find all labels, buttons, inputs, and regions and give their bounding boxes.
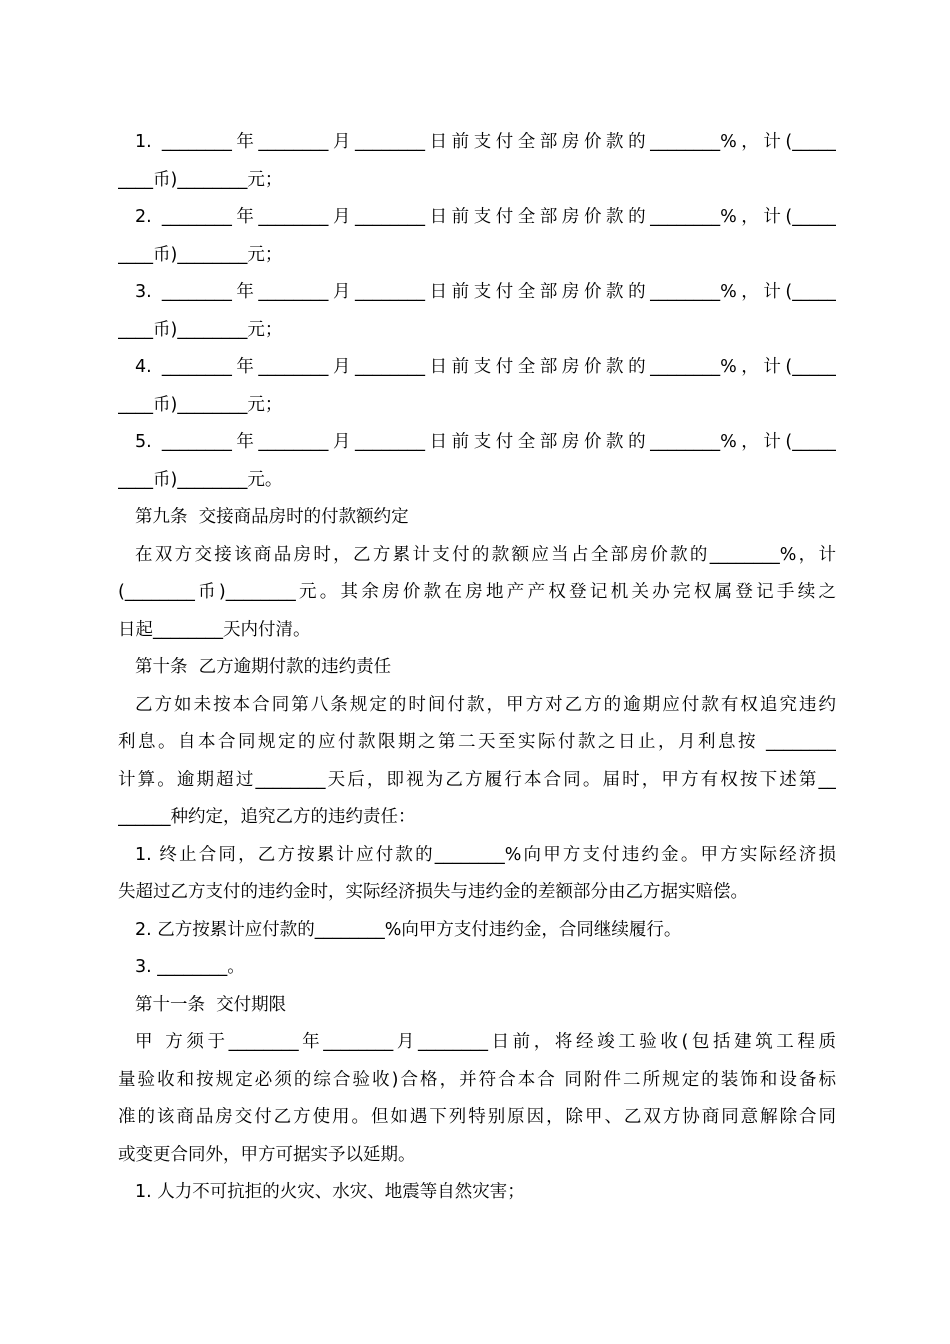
article-11-reason-1: 1. 人力不可抗拒的火灾、水灾、地震等自然灾害； [135, 1182, 525, 1202]
article-10-paragraph: 计算。逾期超过________天后，即视为乙方履行本合同。届时，甲方有权按下述第__ [118, 769, 836, 790]
payment-item-2-cont: ____币)________元； [118, 244, 283, 265]
payment-item-2: 2. ________年________月________日前支付全部房价款的________%，计(_____ [135, 207, 836, 227]
article-9-paragraph: (________币)________元。其余房价款在房地产产权登记机关办完权属登记手续之 [118, 582, 836, 602]
payment-item-3: 3. ________年________月________日前支付全部房价款的________%，计(_____ [135, 282, 836, 302]
article-10-heading: 第十条 乙方逾期付款的违约责任 [135, 657, 392, 677]
article-9-paragraph: 在双方交接该商品房时，乙方累计支付的款额应当占全部房价款的________%，计 [135, 544, 836, 565]
article-11-paragraph: 准的该商品房交付乙方使用。但如遇下列特别原因，除甲、乙双方协商同意解除合同 [118, 1107, 836, 1127]
article-10-option-3: 3. ________。 [135, 957, 245, 977]
payment-item-3-cont: ____币)________元； [118, 319, 283, 340]
article-11-paragraph: 甲 方须于________年________月________日前，将经竣工验收(包括建筑工程质 [135, 1032, 836, 1052]
article-10-option-1: 失超过乙方支付的违约金时，实际经济损失与违约金的差额部分由乙方据实赔偿。 [118, 882, 748, 902]
article-11-paragraph: 量验收和按规定必须的综合验收)合格，并符合本合 同附件二所规定的装饰和设备标 [118, 1069, 836, 1090]
article-11-paragraph: 或变更合同外，甲方可据实予以延期。 [118, 1144, 416, 1165]
payment-item-5-cont: ____币)________元。 [118, 469, 283, 490]
article-9-paragraph: 日起________天内付清。 [118, 619, 311, 640]
article-11-heading: 第十一条 交付期限 [135, 994, 287, 1015]
document-page [118, 124, 836, 1212]
article-10-paragraph: 乙方如未按本合同第八条规定的时间付款，甲方对乙方的逾期应付款有权追究违约 [135, 694, 836, 715]
article-10-paragraph: ______种约定，追究乙方的违约责任： [118, 807, 416, 827]
payment-item-5: 5. ________年________月________日前支付全部房价款的________%，计(_____ [135, 432, 836, 452]
payment-item-1: 1. ________年________月________日前支付全部房价款的________%，计(_____ [135, 132, 836, 152]
payment-item-1-cont: ____币)________元； [118, 169, 283, 190]
payment-item-4: 4. ________年________月________日前支付全部房价款的________%，计(_____ [135, 357, 836, 377]
article-9-heading: 第九条 交接商品房时的付款额约定 [135, 507, 409, 527]
article-10-paragraph: 利息。自本合同规定的应付款限期之第二天至实际付款之日止，月利息按 ________ [118, 732, 836, 752]
article-10-option-1: 1. 终止合同，乙方按累计应付款的________%向甲方支付违约金。甲方实际经济损 [135, 844, 836, 865]
payment-item-4-cont: ____币)________元； [118, 394, 283, 415]
article-10-option-2: 2. 乙方按累计应付款的________%向甲方支付违约金，合同继续履行。 [135, 919, 682, 940]
